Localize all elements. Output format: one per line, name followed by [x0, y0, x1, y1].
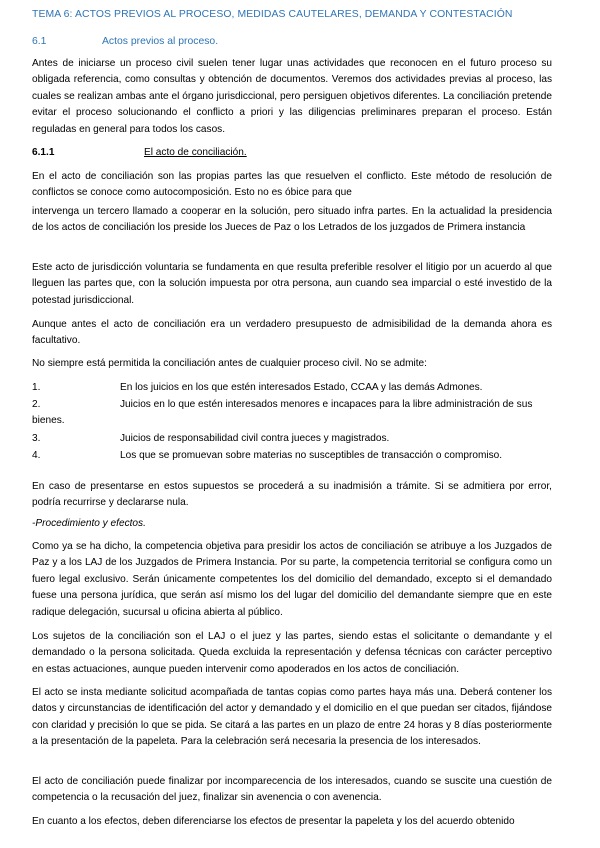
section-heading [32, 36, 219, 47]
subsection-heading [32, 147, 247, 158]
paragraph-7: Como ya se ha dicho, la competencia objetiva para presidir los actos de conciliación se atribuye a los Juzgados de Paz y a los LAJ de los Juzgados de Primera Instancia. Por su parte, la competencia territorial se configura como un fuero legal exclusivo. Serán únicamente competentes los del domicilio del demandado, excepto si el demandado fuese una persona jurídica, que serán así mismo los del lugar del domicilio del demandante siempre que en este radique delegación, sucursal u oficina abierta al público. [32, 541, 552, 618]
paragraph-5: No siempre está permitida la conciliación antes de cualquier proceso civil. No se admite: [32, 358, 427, 369]
intro-paragraph: Antes de iniciarse un proceso civil suelen tener lugar unas actividades que reconocen en el futuro proceso su obligada referencia, como consultas y obtención de documentos. Veremos dos actividades previas al proceso, las cuales se realizan ambas ante el órgano jurisdiccional, pero persiguen objetivos diferentes. La conciliación pretende evitar el proceso solucionando el conflicto a priori y las diligencias preliminares preparan el proceso. Están reguladas en general para todos los casos. [32, 58, 552, 135]
list-item [32, 448, 552, 464]
paragraph-8: Los sujetos de la conciliación son el LAJ o el juez y las partes, siendo estas el solicitante o demandante y el demandado o la persona solicitada. Queda excluida la representación y defensa técnicas con carácter perceptivo en estas actuaciones, aunque pueden intervenir como apoderados en los actos de conciliación. [32, 631, 552, 675]
paragraph-1: En el acto de conciliación son las propias partes las que resuelven el conflicto. Este método de resolución de conflictos se conoce como autocomposición. Esto no es óbice para que [32, 171, 552, 199]
section-number: 6.1 [32, 36, 47, 47]
list-number: 1. [32, 382, 41, 393]
list-text: Los que se promuevan sobre materias no susceptibles de transacción o compromiso. [120, 450, 503, 461]
subsection-number: 6.1.1 [32, 147, 55, 158]
paragraph-2: intervenga un tercero llamado a cooperar en la solución, pero situado infra partes. En la actualidad la presidencia de los actos de conciliación los preside los Jueces de Paz o los Letrados de los juzgados de Primera instancia [32, 206, 552, 234]
list-text: Juicios de responsabilidad civil contra jueces y magistrados. [120, 433, 390, 444]
list-item [32, 380, 552, 396]
chapter-title: TEMA 6: ACTOS PREVIOS AL PROCESO, MEDIDAS CAUTELARES, DEMANDA Y CONTESTACIÓN [32, 9, 513, 20]
list-number: 2. [32, 399, 41, 410]
list-number: 3. [32, 433, 41, 444]
list-item [32, 431, 552, 447]
list-number: 4. [32, 450, 41, 461]
list-text: En los juicios en los que estén interesados Estado, CCAA y las demás Admones. [120, 382, 483, 393]
paragraph-10: El acto de conciliación puede finalizar por incomparecencia de los interesados, cuando se suscite una cuestión de competencia o la recusación del juez, finalizar sin avenencia o con avenencia. [32, 776, 552, 804]
paragraph-9: El acto se insta mediante solicitud acompañada de tantas copias como partes haya más una. Deberá contener los datos y circunstancias de identificación del actor y demandado y el domicilio en el que puedan ser citados, fijándose con claridad y precisión lo que se pida. Se citará a las partes en un plazo de entre 24 horas y 8 días posteriormente a la presentación de la papeleta. Para la celebración será necesaria la presencia de los interesados. [32, 687, 552, 748]
paragraph-4: Aunque antes el acto de conciliación era un verdadero presupuesto de admisibilidad de la demanda ahora es facultativo. [32, 319, 552, 347]
procedure-heading: -Procedimiento y efectos. [32, 518, 146, 529]
paragraph-3: Este acto de jurisdicción voluntaria se fundamenta en que resulta preferible resolver el litigio por un acuerdo al que lleguen las partes que, con la solución impuesta por otra persona, aun cuando sea imparcial o esté investido de la potestad jurisdiccional. [32, 262, 552, 306]
subsection-title: El acto de conciliación. [144, 147, 247, 158]
paragraph-6: En caso de presentarse en estos supuestos se procederá a su inadmisión a trámite. Si se admitiera por error, podría recurrirse y declararse nula. [32, 481, 552, 509]
section-title: Actos previos al proceso. [102, 36, 219, 47]
paragraph-11: En cuanto a los efectos, deben diferenciarse los efectos de presentar la papeleta y los del acuerdo obtenido [32, 816, 515, 827]
list-item [32, 397, 552, 430]
list-text: Juicios en lo que estén interesados menores e incapaces para la libre administración de sus bienes. [32, 399, 533, 427]
